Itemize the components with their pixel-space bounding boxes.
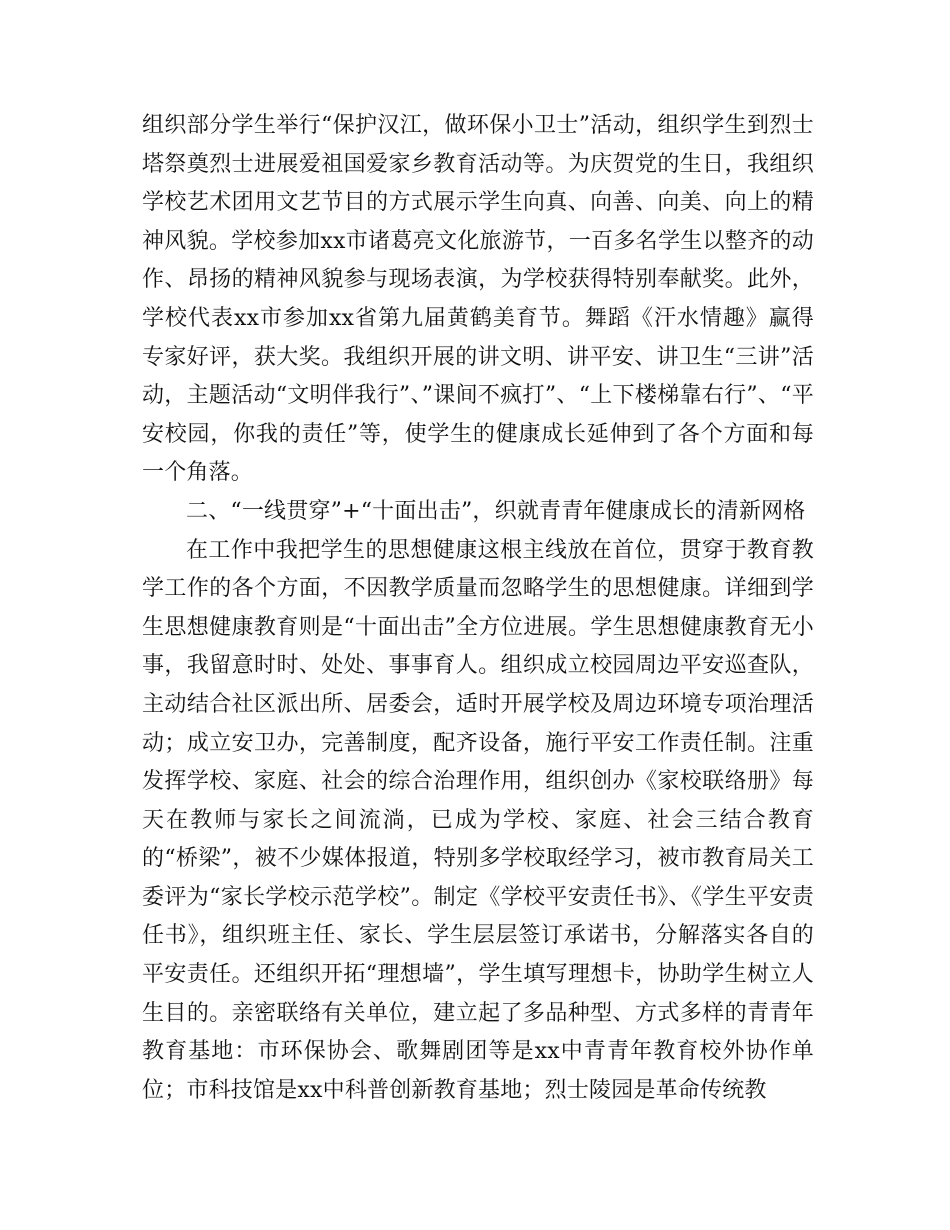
document-body: [142, 107, 814, 1110]
paragraph-2-heading: 二、“一线贯穿”+“十面出击”，织就青青年健康成长的清新网格: [186, 498, 806, 524]
paragraph-3: 在工作中我把学生的思想健康这根主线放在首位，贯穿于教育教学工作的各个方面，不因教学质量而忽略学生的思想健康。详细到学生思想健康教育则是“十面出击”全方位进展。学生思想健康教育无小事，我留意时时、处处、事事育人。组织成立校园周边平安巡查队，主动结合社区派出所、居委会，适时开展学校及周边环境专项治理活动；成立安卫办，完善制度，配齐设备，施行平安工作责任制。注重发挥学校、家庭、社会的综合治理作用，组织创办《家校联络册》每天在教师与家长之间流淌，已成为学校、家庭、社会三结合教育的“桥梁”，被不少媒体报道，特别多学校取经学习，被市教育局关工委评为“家长学校示范学校”。制定《学校平安责任书》、《学生平安责任书》，组织班主任、家长、学生层层签订承诺书，分解落实各自的平安责任。还组织开拓“理想墙”，学生填写理想卡，协助学生树立人生目的。亲密联络有关单位，建立起了多品种型、方式多样的青青年教育基地：市环保协会、歌舞剧团等是xx中青青年教育校外协作单位；市科技馆是xx中科普创新教育基地；烈士陵园是革命传统教: [142, 537, 814, 1103]
paragraph-1: 组织部分学生举行“保护汉江，做环保小卫士”活动，组织学生到烈士塔祭奠烈士进展爱祖国爱家乡教育活动等。为庆贺党的生日，我组织学校艺术团用文艺节目的方式展示学生向真、向善、向美、向上的精神风貌。学校参加xx市诸葛亮文化旅游节，一百多名学生以整齐的动作、昂扬的精神风貌参与现场表演，为学校获得特别奉献奖。此外，学校代表xx市参加xx省第九届黄鹤美育节。舞蹈《汗水情趣》赢得专家好评，获大奖。我组织开展的讲文明、讲平安、讲卫生“三讲”活动，主题活动“文明伴我行”、”课间不疯打”、“上下楼梯靠右行”、“平安校园，你我的责任”等，使学生的健康成长延伸到了各个方面和每一个角落。: [142, 113, 814, 486]
